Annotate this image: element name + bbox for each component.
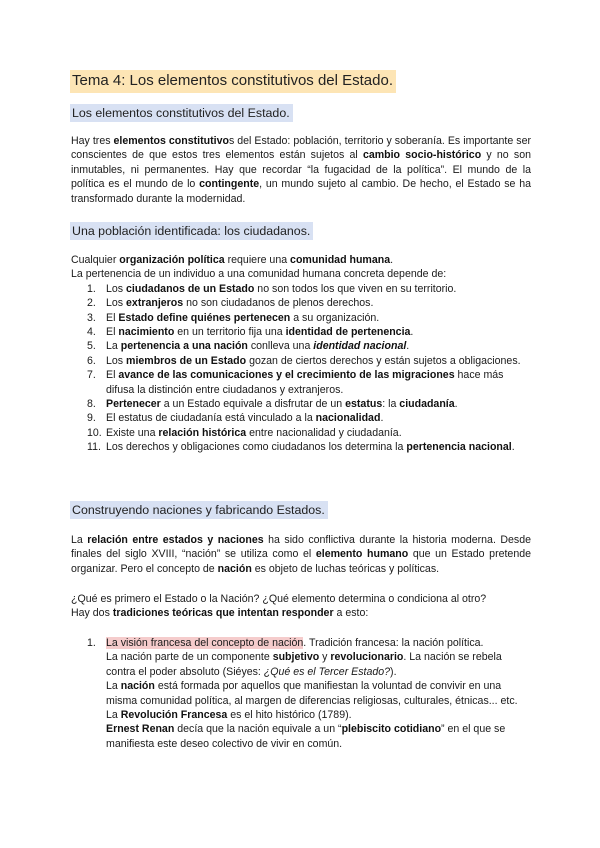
italic-text: ¿Qué es el Tercer Estado? — [263, 665, 391, 678]
list-item — [71, 397, 531, 411]
bold-text: nacimiento — [118, 326, 175, 339]
text: no son todos los que viven en su territorio. — [254, 282, 457, 295]
text: La — [106, 680, 121, 693]
list-number: 11. — [87, 441, 101, 454]
bold-text: elementos constitutivo — [113, 135, 229, 147]
text: Los — [106, 297, 127, 310]
text: , un mundo sujeto al cambio. De hecho, el Estado se ha transformado durante la modernidad. — [71, 178, 531, 205]
bold-text: relación entre estados y naciones — [87, 534, 264, 546]
bold-text: avance de las comunicaciones y el crecimiento de las migraciones — [118, 369, 455, 382]
text: . — [410, 326, 414, 339]
text: Cualquier — [71, 254, 120, 266]
bold-text: comunidad humana — [290, 254, 391, 266]
list-item — [71, 368, 531, 397]
body-line — [106, 679, 531, 708]
text: Los — [106, 354, 127, 367]
text: Los — [106, 282, 127, 295]
text: a un Estado equivale a disfrutar de un — [160, 398, 346, 411]
tradiciones-list — [71, 636, 531, 650]
text: entre nacionalidad y ciudadanía. — [246, 426, 402, 439]
text: La nación parte de un componente — [106, 651, 273, 664]
text: no son ciudadanos de plenos derechos. — [183, 297, 374, 310]
question-line — [71, 606, 531, 620]
text: . La nación se rebela contra el poder absoluto (Siéyes: — [106, 651, 502, 678]
text: . Tradición francesa: la nación política. — [303, 637, 484, 649]
list-item — [71, 296, 531, 310]
text: La — [71, 534, 88, 546]
text: hace más difusa la distinción entre ciudadanos y extranjeros. — [106, 369, 504, 396]
list-item — [71, 426, 531, 440]
intro-line: La pertenencia de un individuo a una comunidad humana concreta depende de: — [71, 268, 447, 281]
bold-text: organización política — [119, 254, 225, 266]
bold-text: estatus — [345, 398, 383, 411]
list-item — [71, 354, 531, 368]
bold-text: plebiscito cotidiano — [341, 723, 442, 736]
text: . — [406, 340, 410, 353]
text: La — [106, 340, 121, 353]
paragraph-question — [71, 592, 531, 621]
list-item — [71, 311, 531, 325]
text: y no son inmutables, ni permanentes. Hay que recordar “la fugacidad de la política”. El mundo de la política es el mundo de lo — [71, 149, 531, 191]
bold-text: pertenencia nacional — [406, 441, 512, 454]
bold-text: miembros de un Estado — [126, 354, 247, 367]
bold-italic-text: identidad nacional — [313, 340, 407, 353]
list-number: 3. — [87, 311, 96, 324]
numbered-list-tradiciones — [71, 636, 531, 751]
list-number: 6. — [87, 354, 96, 367]
text: . — [380, 412, 384, 425]
text: El estatus de ciudadanía está vinculado a la — [106, 412, 316, 425]
text: en un territorio fija una — [174, 326, 286, 339]
body-line — [106, 708, 531, 722]
text: a su organización. — [290, 311, 380, 324]
list-item — [71, 325, 531, 339]
text: El — [106, 369, 119, 382]
text: ). — [390, 665, 397, 678]
text: que un Estado pretende organizar. Pero el concepto de — [71, 548, 531, 575]
text: a esto: — [333, 607, 369, 620]
bold-text: identidad de pertenencia — [285, 326, 411, 339]
bold-text: tradiciones teóricas que intentan responder — [112, 607, 334, 620]
list-number: 10. — [87, 426, 102, 439]
intro-line — [71, 253, 531, 267]
bold-text: revolucionario — [330, 651, 404, 664]
text: . — [454, 398, 458, 411]
bold-text: extranjeros — [126, 297, 184, 310]
list-item-body — [71, 650, 531, 751]
text: ha sido conflictiva durante la historia moderna. Desde finales del siglo XVIII, “nación” se utiliza como el — [71, 534, 531, 561]
text: Existe una — [106, 426, 159, 439]
bold-text: Revolución Francesa — [120, 709, 228, 722]
text: . — [511, 441, 515, 454]
list-number: 1. — [87, 637, 96, 649]
text: Los derechos y obligaciones como ciudadanos los determina la — [106, 441, 407, 454]
text: decía que la nación equivale a un “ — [174, 723, 342, 736]
highlighted-text: La visión francesa del concepto de nación — [106, 637, 304, 649]
section-heading-poblacion: Una población identificada: los ciudadanos. — [70, 222, 313, 240]
text: gozan de ciertos derechos y están sujetos a obligaciones. — [246, 354, 521, 367]
bold-text: nación — [120, 680, 155, 693]
list-number: 1. — [87, 282, 96, 295]
text: es el hito histórico (1789). — [227, 709, 352, 722]
list-item — [71, 440, 531, 454]
list-number: 7. — [87, 369, 96, 382]
section-heading-elementos: Los elementos constitutivos del Estado. — [70, 104, 293, 122]
list-number: 2. — [87, 297, 96, 310]
section-heading-naciones: Construyendo naciones y fabricando Estados. — [70, 501, 328, 519]
bold-text: Pertenecer — [106, 398, 161, 411]
document-title: Tema 4: Los elementos constitutivos del Estado. — [70, 70, 396, 93]
body-line — [106, 650, 531, 679]
bold-text: nacionalidad — [315, 412, 381, 425]
bold-text: Estado define quiénes pertenecen — [118, 311, 291, 324]
bold-text: elemento humano — [315, 548, 409, 561]
bold-text: nación — [217, 562, 252, 575]
text: Hay dos — [71, 607, 113, 620]
bold-text: ciudadanía — [399, 398, 455, 411]
list-number: 8. — [87, 398, 96, 411]
text: requiere una — [224, 254, 291, 266]
bold-text: ciudadanos de un Estado — [126, 282, 255, 295]
text: El — [106, 311, 119, 324]
bold-text: pertenencia a una nación — [120, 340, 248, 353]
text: ” en el que se manifiesta este deseo colectivo de vivir en común. — [106, 723, 506, 750]
text: La — [106, 709, 121, 722]
bold-text: Ernest Renan — [106, 723, 175, 736]
bold-text: contingente — [199, 178, 260, 191]
list-item — [71, 339, 531, 353]
text: . — [390, 254, 394, 266]
list-number: 9. — [87, 412, 96, 425]
text: Hay tres — [71, 135, 114, 147]
text: El — [106, 326, 119, 339]
paragraph-poblacion-intro — [71, 253, 531, 455]
body-line — [106, 722, 531, 751]
list-item — [71, 282, 531, 296]
list-number: 5. — [87, 340, 96, 353]
text: y — [319, 651, 331, 664]
text: está formada por aquellos que manifiestan la voluntad de convivir en una misma comunidad política, al margen de diferencias religiosas, culturales, étnicas... etc. — [106, 680, 518, 707]
list-item — [71, 411, 531, 425]
bold-text: relación histórica — [158, 426, 247, 439]
list-number: 4. — [87, 326, 96, 339]
question-line: ¿Qué es primero el Estado o la Nación? ¿Qué elemento determina o condiciona al otro? — [71, 593, 487, 605]
bold-text: subjetivo — [272, 651, 320, 664]
text: es objeto de luchas teóricas y políticas. — [251, 562, 440, 575]
paragraph-elementos — [71, 134, 531, 206]
text: conlleva una — [247, 340, 314, 353]
paragraph-naciones — [71, 533, 531, 576]
numbered-list-poblacion — [71, 282, 531, 455]
text: : la — [382, 398, 400, 411]
list-item — [71, 636, 531, 650]
text: s del Estado: población, territorio y soberanía. Es importante ser conscientes de que estos tres elementos están sujetos al — [71, 135, 531, 162]
bold-text: cambio socio-histórico — [362, 149, 482, 162]
